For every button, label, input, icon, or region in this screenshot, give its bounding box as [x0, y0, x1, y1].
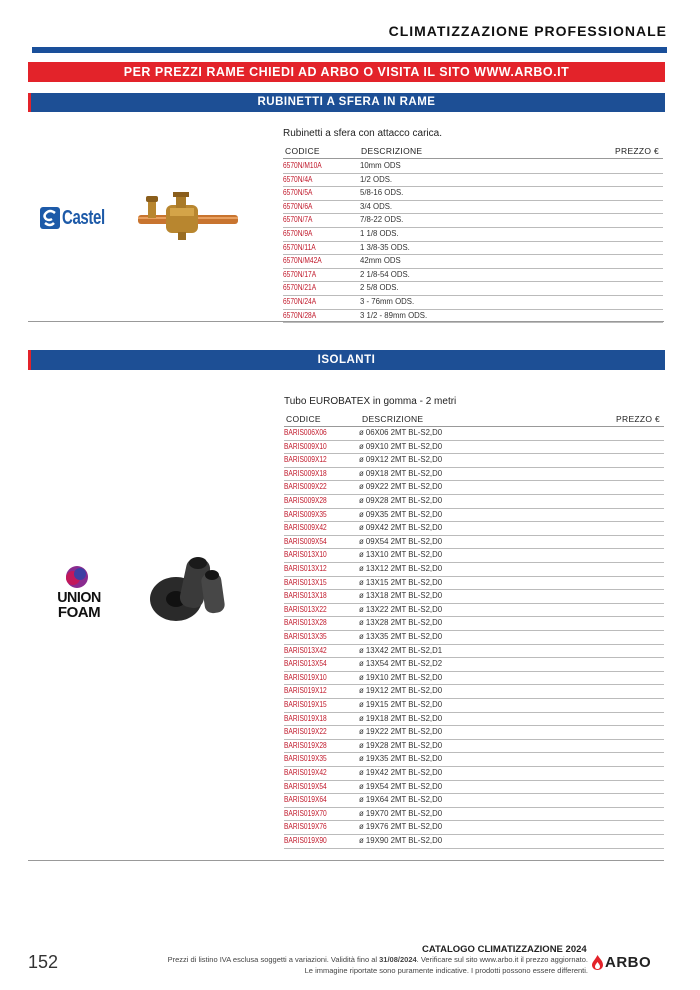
row-description: 2 5/8 ODS. — [360, 283, 399, 293]
table-row — [284, 535, 664, 550]
row-code: BARIS019X22 — [284, 727, 327, 737]
table-row — [284, 426, 664, 441]
table-row — [283, 254, 663, 269]
row-description: ø 19X76 2MT BL-S2,D0 — [359, 822, 443, 832]
row-code: BARIS009X42 — [284, 523, 327, 533]
row-description: ø 13X10 2MT BL-S2,D0 — [359, 550, 443, 560]
table-row — [284, 834, 664, 849]
promo-banner: PER PREZZI RAME CHIEDI AD ARBO O VISITA IL SITO WWW.ARBO.IT — [28, 62, 665, 82]
table-row — [284, 807, 664, 822]
row-description: ø 19X70 2MT BL-S2,D0 — [359, 808, 443, 818]
section1-subtitle: Rubinetti a sfera con attacco carica. — [283, 128, 442, 139]
row-description: ø 19X18 2MT BL-S2,D0 — [359, 713, 443, 723]
castel-logo-icon — [40, 207, 60, 229]
footer-note-date: 31/08/2024 — [379, 955, 417, 964]
table-row — [283, 268, 663, 283]
page-number: 152 — [28, 952, 59, 972]
row-description: 2 1/8-54 ODS. — [360, 269, 410, 279]
castel-logo-text: Castel — [62, 207, 105, 229]
row-description: ø 13X54 2MT BL-S2,D2 — [359, 659, 443, 669]
unionfoam-logo-text-2: FOAM — [57, 604, 101, 621]
row-description: 42mm ODS — [360, 256, 401, 266]
table-row — [284, 494, 664, 509]
row-code: BARIS019X64 — [284, 795, 327, 805]
table-row — [284, 603, 664, 618]
row-code: BARIS019X42 — [284, 768, 327, 777]
table-row — [284, 616, 664, 631]
row-code: BARIS013X15 — [284, 577, 327, 587]
row-description: ø 13X12 2MT BL-S2,D0 — [359, 564, 443, 573]
table-row — [284, 739, 664, 754]
row-description: ø 09X12 2MT BL-S2,D0 — [359, 455, 443, 465]
section2-bottom-rule — [28, 860, 664, 861]
table-row — [283, 241, 663, 256]
row-code: BARIS009X22 — [284, 482, 327, 492]
row-description: ø 19X22 2MT BL-S2,D0 — [359, 727, 443, 737]
row-code: BARIS009X12 — [284, 455, 327, 465]
row-code: BARIS006X06 — [284, 428, 327, 437]
ball-valve-image — [128, 190, 243, 245]
row-code: BARIS013X42 — [284, 645, 327, 655]
row-description: 10mm ODS — [360, 161, 401, 170]
row-code: BARIS013X12 — [284, 564, 327, 573]
row-code: BARIS019X18 — [284, 713, 327, 723]
row-code: 6570N/17A — [283, 269, 317, 279]
row-code: BARIS013X22 — [284, 604, 327, 614]
table-row — [284, 508, 664, 523]
table-row — [284, 752, 664, 767]
table-row — [284, 644, 664, 659]
row-code: 6570N/M10A — [283, 161, 322, 170]
row-code: 6570N/5A — [283, 188, 313, 198]
table-row — [284, 440, 664, 455]
row-code: BARIS019X54 — [284, 781, 327, 791]
flame-icon — [592, 955, 603, 970]
section1-table-header — [283, 146, 663, 159]
table-row — [284, 793, 664, 808]
table-row — [284, 684, 664, 699]
footer-note-suffix: . Verificare sul sito www.arbo.it il prezzo aggiornato. — [416, 955, 588, 964]
table-row — [284, 766, 664, 781]
col-desc-header: DESCRIZIONE — [361, 146, 423, 156]
row-code: BARIS009X35 — [284, 509, 327, 519]
row-description: ø 19X90 2MT BL-S2,D0 — [359, 836, 443, 845]
arbo-logo-text: ARBO — [605, 954, 652, 971]
row-description: ø 19X54 2MT BL-S2,D0 — [359, 781, 443, 791]
table-row — [283, 173, 663, 188]
row-description: ø 19X28 2MT BL-S2,D0 — [359, 740, 443, 750]
table-row — [284, 630, 664, 645]
section1-bottom-rule — [28, 321, 664, 322]
table-row — [284, 725, 664, 740]
table-row — [283, 186, 663, 201]
table-row — [283, 213, 663, 228]
row-code: 6570N/24A — [283, 297, 317, 306]
row-description: ø 19X42 2MT BL-S2,D0 — [359, 768, 443, 777]
table-row — [284, 698, 664, 713]
row-description: ø 09X18 2MT BL-S2,D0 — [359, 468, 443, 478]
footer-note-line1 — [168, 955, 588, 964]
row-description: ø 13X18 2MT BL-S2,D0 — [359, 591, 443, 601]
row-code: 6570N/9A — [283, 229, 313, 238]
row-description: 7/8-22 ODS. — [360, 215, 404, 225]
section-bar-rubinetti — [28, 93, 665, 112]
row-description: ø 09X42 2MT BL-S2,D0 — [359, 523, 443, 533]
row-description: ø 19X10 2MT BL-S2,D0 — [359, 672, 443, 682]
table-row — [283, 281, 663, 296]
row-code: 6570N/7A — [283, 215, 313, 225]
row-code: 6570N/28A — [283, 310, 317, 320]
row-description: ø 09X22 2MT BL-S2,D0 — [359, 482, 443, 492]
row-code: BARIS019X76 — [284, 822, 327, 832]
row-description: 1 3/8-35 ODS. — [360, 242, 410, 252]
row-code: BARIS019X10 — [284, 672, 327, 682]
row-description: ø 19X35 2MT BL-S2,D0 — [359, 754, 443, 764]
row-description: ø 19X64 2MT BL-S2,D0 — [359, 795, 443, 805]
row-description: 3/4 ODS. — [360, 201, 393, 211]
row-code: 6570N/21A — [283, 283, 317, 293]
row-description: 3 1/2 - 89mm ODS. — [360, 310, 428, 320]
row-description: 1/2 ODS. — [360, 174, 393, 184]
row-description: ø 19X12 2MT BL-S2,D0 — [359, 686, 443, 696]
table-row — [284, 820, 664, 835]
row-code: BARIS019X70 — [284, 808, 327, 818]
row-description: ø 13X22 2MT BL-S2,D0 — [359, 604, 443, 614]
row-description: 3 - 76mm ODS. — [360, 297, 415, 306]
row-code: BARIS013X10 — [284, 550, 327, 560]
row-code: BARIS019X90 — [284, 836, 327, 845]
insulation-tube-image — [148, 553, 228, 625]
table-row — [284, 671, 664, 686]
col-price-header: PREZZO € — [615, 146, 659, 156]
header-rule — [32, 47, 667, 53]
table-row — [284, 780, 664, 795]
col-code-header: CODICE — [285, 146, 320, 156]
table-row — [284, 548, 664, 563]
table-row — [283, 159, 663, 174]
row-code: 6570N/4A — [283, 174, 313, 184]
row-description: ø 13X28 2MT BL-S2,D0 — [359, 618, 443, 628]
row-description: ø 09X35 2MT BL-S2,D0 — [359, 509, 443, 519]
table-row — [284, 589, 664, 604]
table-row — [284, 480, 664, 495]
row-code: BARIS009X18 — [284, 468, 327, 478]
row-description: ø 13X42 2MT BL-S2,D1 — [359, 645, 443, 655]
row-code: BARIS013X28 — [284, 618, 327, 628]
table-row — [284, 453, 664, 468]
col-code-header: CODICE — [286, 414, 321, 424]
row-code: BARIS009X28 — [284, 496, 327, 505]
row-code: 6570N/11A — [283, 242, 316, 252]
section-bar-isolanti — [28, 350, 665, 370]
row-code: BARIS019X35 — [284, 754, 327, 764]
table-row — [284, 657, 664, 672]
unionfoam-logo — [48, 565, 110, 625]
row-code: BARIS019X28 — [284, 740, 327, 750]
row-description: 5/8-16 ODS. — [360, 188, 404, 198]
row-description: ø 09X10 2MT BL-S2,D0 — [359, 441, 443, 451]
row-description: ø 09X28 2MT BL-S2,D0 — [359, 496, 443, 505]
page-header-title: CLIMATIZZAZIONE PROFESSIONALE — [388, 23, 667, 39]
table-row — [283, 295, 663, 310]
row-code: BARIS013X18 — [284, 591, 327, 601]
table-row — [284, 521, 664, 536]
table-row — [284, 562, 664, 577]
row-description: ø 06X06 2MT BL-S2,D0 — [359, 428, 443, 437]
row-code: BARIS013X35 — [284, 632, 327, 641]
section2-subtitle: Tubo EUROBATEX in gomma - 2 metri — [284, 396, 457, 407]
col-desc-header: DESCRIZIONE — [362, 414, 424, 424]
row-description: ø 13X15 2MT BL-S2,D0 — [359, 577, 443, 587]
row-code: BARIS019X15 — [284, 700, 327, 709]
catalog-title: CATALOGO CLIMATIZZAZIONE 2024 — [422, 944, 587, 955]
row-description: 1 1/8 ODS. — [360, 229, 399, 238]
table-row — [284, 576, 664, 591]
castel-logo — [40, 205, 115, 231]
table-row — [283, 227, 663, 242]
table-row — [284, 467, 664, 482]
row-code: 6570N/M42A — [283, 256, 322, 266]
unionfoam-logo-icon — [65, 565, 89, 589]
row-description: ø 13X35 2MT BL-S2,D0 — [359, 632, 443, 641]
col-price-header: PREZZO € — [616, 414, 660, 424]
row-code: BARIS013X54 — [284, 659, 327, 669]
row-code: 6570N/6A — [283, 201, 313, 211]
table-row — [283, 200, 663, 215]
table-row — [284, 712, 664, 727]
footer-note-line2: Le immagine riportate sono puramente indicative. I prodotti possono essere differenti. — [304, 966, 588, 975]
row-description: ø 19X15 2MT BL-S2,D0 — [359, 700, 443, 709]
section-title: RUBINETTI A SFERA IN RAME — [257, 96, 436, 108]
row-code: BARIS019X12 — [284, 686, 327, 696]
unionfoam-logo-text-1: UNION — [57, 589, 101, 606]
footer-note-prefix: Prezzi di listino IVA esclusa soggetti a variazioni. Validità fino al — [167, 955, 380, 964]
row-code: BARIS009X54 — [284, 536, 327, 546]
row-code: BARIS009X10 — [284, 441, 327, 451]
section-title: ISOLANTI — [317, 354, 376, 366]
row-description: ø 09X54 2MT BL-S2,D0 — [359, 536, 443, 546]
